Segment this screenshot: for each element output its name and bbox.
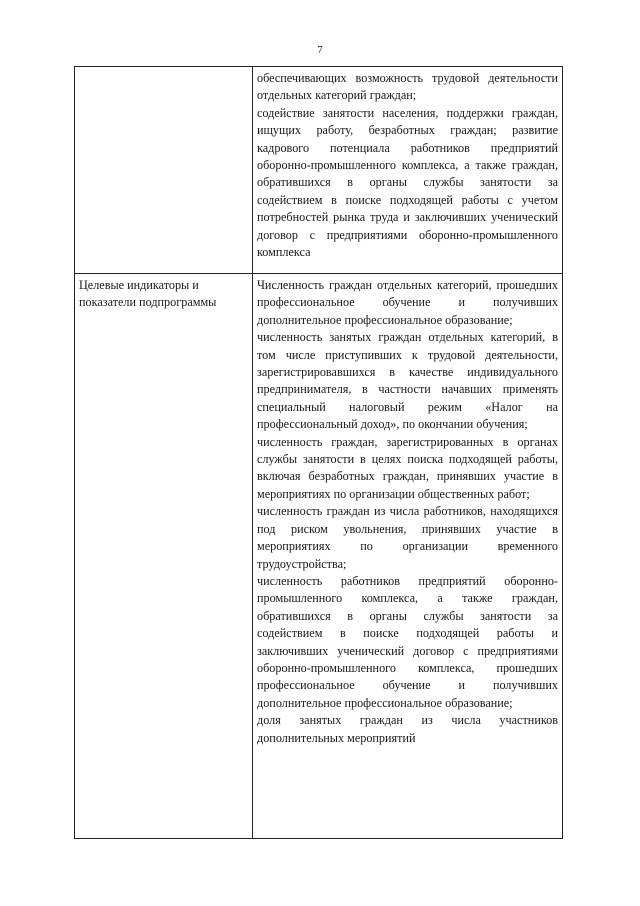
paragraph: содействие занятости населения, поддержки граждан, ищущих работу, безработных граждан; развитие кадрового потенциала работников предприятий оборонно-промышленного комплекса, а также граждан, обратившихся в органы службы занятости за содействием в поиске подходящей работы с учетом потребностей рынка труда и заключивших ученический договор с предприятиями оборонно-промышленного комплекса	[257, 105, 558, 260]
paragraph: обеспечивающих возможность трудовой деятельности отдельных категорий граждан;	[257, 71, 558, 103]
paragraph: доля занятых граждан из числа участников дополнительных мероприятий	[257, 713, 558, 745]
row-content-cell	[253, 274, 563, 839]
row-label-cell	[75, 67, 253, 274]
paragraph: численность работников предприятий оборонно-промышленного комплекса, а также граждан, обратившихся в органы службы занятости за содействием в поиске подходящей работы и заключивших ученический договор с предприятиями оборонно-промышленного комплекса, прошедших профессиональное обучение и получивших дополнительное профессиональное образование;	[257, 573, 558, 710]
program-passport-table	[74, 66, 563, 839]
paragraph: численность граждан, зарегистрированных в органах службы занятости в целях поиска подходящей работы, включая безработных граждан, принявших участие в мероприятиях по организации общественных работ;	[257, 434, 558, 501]
table-row	[75, 274, 563, 839]
row-label-cell	[75, 274, 253, 839]
paragraph: Численность граждан отдельных категорий, прошедших профессиональное обучение и получивших дополнительное профессиональное образование;	[257, 278, 558, 327]
table-row	[75, 67, 563, 274]
paragraph: численность граждан из числа работников, находящихся под риском увольнения, принявших участие в мероприятиях по организации временного трудоустройства;	[257, 504, 558, 571]
row-content-cell	[253, 67, 563, 274]
paragraph: численность занятых граждан отдельных категорий, в том числе приступивших к трудовой деятельности, зарегистрировавшихся в качестве индивидуального предпринимателя, в частности начавших применять специальный налоговый режим «Налог на профессиональный доход», по окончании обучения;	[257, 330, 558, 432]
page-number: 7	[317, 44, 323, 56]
row-label: Целевые индикаторы и показатели подпрограммы	[79, 278, 217, 310]
